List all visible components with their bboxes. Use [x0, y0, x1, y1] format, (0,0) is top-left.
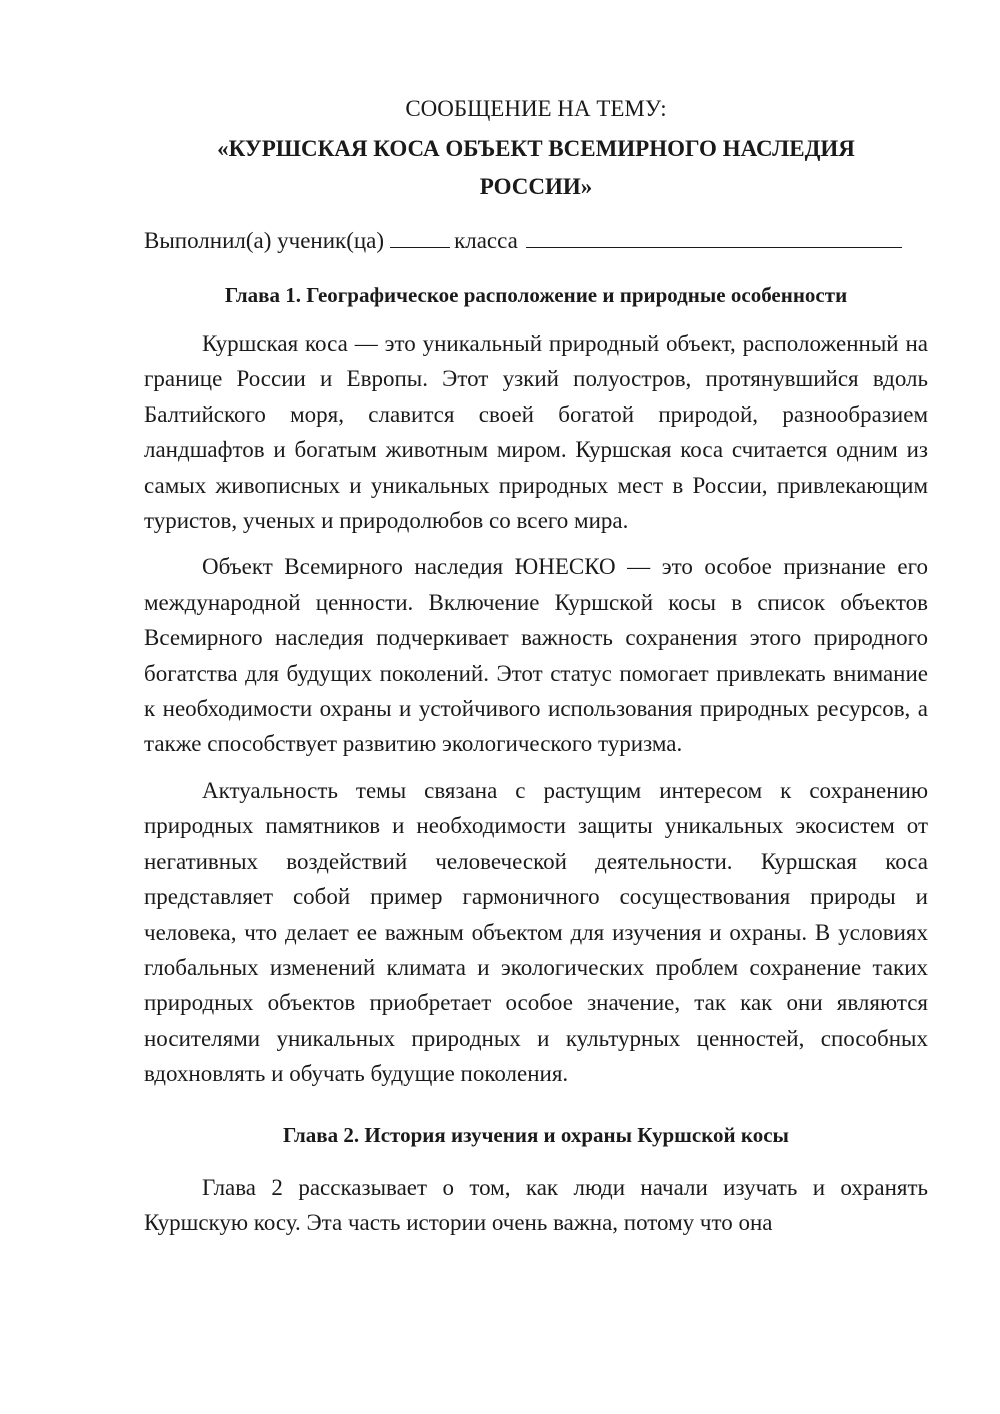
chapter-2-title: Глава 2. История изучения и охраны Куршской косы	[283, 1122, 789, 1147]
chapter-1-paragraph: Куршская коса — это уникальный природный объект, расположенный на границе России и Европы. Этот узкий полуостров, протянувшийся вдоль Балтийского моря, славится своей богатой природой, разнообразием ландшафтов и богатым животным миром. Куршская коса считается одним из самых живописных и уникальных природных мест в России, привлекающим туристов, ученых и природолюбов со всего мира.	[144, 331, 928, 534]
chapter-2-paragraph: Глава 2 рассказывает о том, как люди начали изучать и охранять Куршскую косу. Эта часть истории очень важна, потому что она	[144, 1174, 928, 1235]
author-name-blank	[526, 227, 902, 248]
author-line	[144, 222, 928, 260]
chapter-1-paragraph: Объект Всемирного наследия ЮНЕСКО — это особое признание его международной ценности. Включение Куршской косы в список объектов Всемирного наследия подчеркивает важность сохранения этого природного богатства для будущих поколений. Этот статус помогает привлекать внимание к необходимости охраны и устойчивого использования природных ресурсов, а также способствует развитию экологического туризма.	[144, 554, 928, 757]
author-prefix: Выполнил(а) ученик(ца)	[144, 228, 385, 253]
document-title-line-1: «КУРШСКАЯ КОСА ОБЪЕКТ ВСЕМИРНОГО НАСЛЕДИЯ	[217, 136, 855, 161]
document-page	[144, 90, 928, 1251]
author-class-label: класса	[454, 228, 518, 253]
chapter-1-title: Глава 1. Географическое расположение и природные особенности	[224, 283, 848, 307]
class-number-blank	[390, 227, 450, 248]
document-heading: СООБЩЕНИЕ НА ТЕМУ:	[405, 96, 667, 121]
document-title-line-2: РОССИИ»	[479, 174, 593, 199]
chapter-1-paragraph: Актуальность темы связана с растущим интересом к сохранению природных памятников и необходимости защиты уникальных экосистем от негативных воздействий человеческой деятельности. Куршская коса представляет собой пример гармоничного сосуществования природы и человека, что делает ее важным объектом для изучения и охраны. В условиях глобальных изменений климата и экологических проблем сохранение таких природных объектов приобретает особое значение, так как они являются носителями уникальных природных и культурных ценностей, способных вдохновлять и обучать будущие поколения.	[144, 777, 928, 1087]
